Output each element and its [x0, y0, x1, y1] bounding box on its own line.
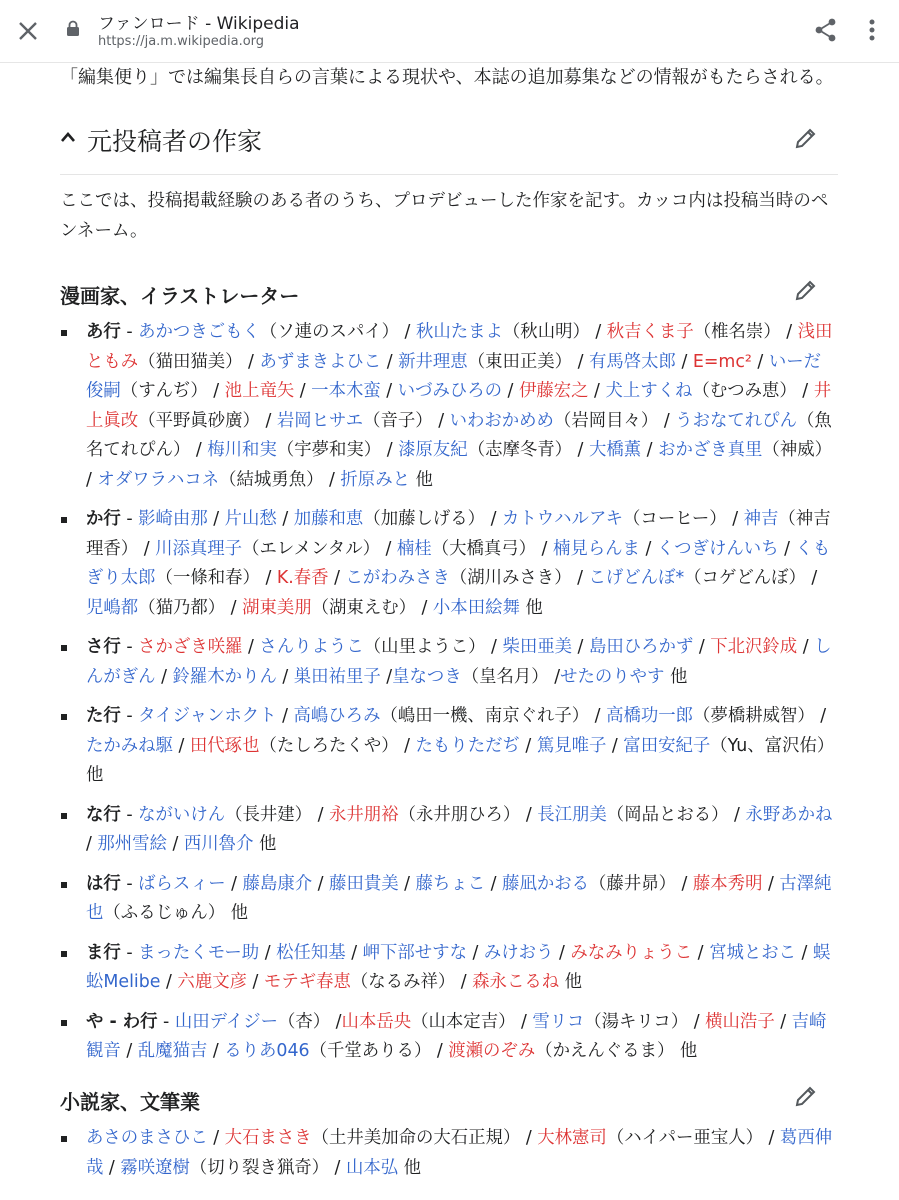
plain-text: / — [207, 1128, 225, 1148]
author-link[interactable]: 葛西伸哉 — [86, 1128, 833, 1178]
plain-text: / — [675, 351, 693, 372]
plain-text: / — [692, 942, 710, 963]
separator: - — [120, 873, 139, 894]
author-link[interactable]: 漆原友紀 — [398, 440, 468, 460]
redlink[interactable]: 田代琢也 — [189, 735, 260, 756]
plain-text: （エレメンタル） / — [242, 538, 397, 559]
plain-text: / — [588, 381, 606, 401]
author-link[interactable]: 高嶋ひろみ — [293, 706, 381, 726]
plain-text: （土井美加命の大石正規） / — [311, 1128, 538, 1148]
plain-text: （音子） / — [363, 410, 450, 431]
author-link[interactable]: 藤島康介 — [242, 873, 313, 894]
plain-text: / — [328, 568, 346, 588]
redlink[interactable]: 湖東美朋 — [242, 597, 312, 618]
redlink[interactable]: 永井朋裕 — [328, 804, 399, 825]
author-link[interactable]: 秋山たまよ — [415, 322, 503, 342]
plain-text: / — [380, 381, 398, 401]
plain-text: / — [796, 942, 813, 963]
plain-text: 他 — [253, 834, 277, 854]
redlink[interactable]: モテギ春恵 — [263, 972, 351, 992]
author-link[interactable]: 山本弘 — [345, 1157, 399, 1178]
close-icon[interactable] — [14, 17, 42, 45]
browser-toolbar — [0, 0, 899, 63]
author-link[interactable]: しんがぎん — [86, 637, 832, 687]
author-link[interactable]: まったくモー助 — [138, 942, 260, 963]
list-item — [60, 702, 838, 791]
plain-text: （神威） / — [86, 440, 832, 490]
page-url[interactable]: https://ja.m.wikipedia.org — [98, 34, 265, 49]
author-link[interactable]: こがわみさき — [345, 568, 450, 588]
author-link[interactable]: 古澤純也 — [86, 873, 832, 923]
list-item — [60, 1124, 838, 1183]
plain-text: / — [207, 509, 225, 529]
author-link[interactable]: 犬上すくね — [605, 381, 693, 401]
author-link[interactable]: 山田デイジー — [174, 1011, 278, 1032]
group-label: な行 — [86, 804, 121, 825]
redlink[interactable]: 渡瀬のぞみ — [448, 1041, 536, 1061]
chevron-up-icon[interactable] — [60, 131, 76, 143]
page-title: ファンロード - Wikipedia — [98, 14, 300, 34]
author-link[interactable]: 梅川和実 — [207, 440, 277, 460]
plain-text: （椎名崇） / — [693, 322, 798, 342]
redlink[interactable]: 大石まさき — [224, 1128, 312, 1148]
plain-text: / — [276, 706, 294, 726]
list-item — [60, 870, 838, 929]
author-link[interactable]: 藤凪かおる — [502, 873, 590, 894]
plain-text: 他 — [409, 469, 433, 490]
plain-text: （コーヒー） / — [623, 509, 744, 529]
manga-artist-list — [60, 318, 838, 1077]
author-link[interactable]: 松任知基 — [276, 942, 346, 963]
redlink[interactable]: 池上竜矢 — [224, 381, 295, 401]
author-link[interactable]: いーだ俊嗣 — [86, 351, 822, 401]
plain-text: （藤井昴） / — [589, 873, 693, 894]
author-link[interactable]: 神吉 — [743, 509, 779, 529]
group-label: あ行 — [86, 322, 121, 342]
author-link[interactable]: こげどんぼ* — [588, 568, 685, 588]
plain-text: （ソ連のスパイ） / — [259, 322, 416, 342]
author-link[interactable]: 高橋功一郎 — [606, 706, 694, 726]
plain-text: （たしろたくや） / — [259, 735, 416, 756]
plain-text: / — [797, 637, 815, 657]
plain-text: （かえんぐるま） 他 — [535, 1041, 698, 1061]
author-link[interactable]: 那州雪絵 — [97, 834, 167, 854]
plain-text: / — [259, 942, 277, 963]
author-link[interactable]: いわおかめめ — [449, 410, 554, 431]
redlink[interactable]: 山本岳央 — [341, 1011, 412, 1032]
redlink[interactable]: E=mc² — [692, 351, 752, 372]
author-link[interactable]: 藤ちょこ — [415, 873, 486, 894]
author-link[interactable]: 片山愁 — [224, 509, 277, 529]
plain-text: / — [751, 351, 769, 372]
plain-text: / — [160, 972, 178, 992]
author-link[interactable]: 岬下部せすな — [362, 942, 467, 963]
author-link[interactable]: 島田ひろかず — [588, 637, 694, 657]
plain-text: （一條和春） / — [155, 568, 277, 588]
plain-text: （嶋田一機、南京ぐれ子） / — [380, 706, 607, 726]
plain-text: （永井朋ひろ） / — [398, 804, 538, 825]
plain-text: （すんぢ） / — [120, 381, 225, 401]
author-link[interactable]: 一本木蛮 — [311, 381, 381, 401]
author-link[interactable]: みけおう — [483, 942, 554, 963]
plain-text: / — [639, 538, 657, 559]
author-link[interactable]: くもぎり太郎 — [86, 538, 831, 588]
plain-text: / — [606, 735, 624, 756]
plain-text: （岡品とおる） / — [606, 804, 746, 825]
redlink[interactable]: 浅田ともみ — [86, 322, 833, 372]
plain-text: （コゲどんぼ） / — [684, 568, 818, 588]
plain-text: / — [294, 381, 312, 401]
novelist-list — [60, 1124, 838, 1193]
separator: - — [120, 942, 139, 963]
plain-text: （なるみ祥） / — [350, 972, 473, 992]
group-label: か行 — [86, 509, 121, 529]
plain-text: / — [693, 637, 711, 657]
plain-text: （千堂ありる） / — [309, 1041, 449, 1061]
author-link[interactable]: 柴田亜美 — [502, 637, 573, 657]
author-link[interactable]: うおなてれぴん — [675, 410, 797, 431]
plain-text: （湖東えむ） / — [311, 597, 433, 618]
author-link[interactable]: いづみひろの — [397, 381, 503, 401]
section-divider — [60, 174, 838, 175]
author-link[interactable]: タイジャンホクト — [138, 706, 277, 726]
plain-text: / — [778, 538, 796, 559]
redlink[interactable]: 井上眞改 — [86, 381, 832, 431]
edit-pencil-icon[interactable] — [794, 1084, 818, 1108]
redlink[interactable]: 藤本秀明 — [692, 873, 763, 894]
plain-text: / — [485, 873, 503, 894]
plain-text: （山本定吉） / — [411, 1011, 533, 1032]
group-label: さ行 — [86, 637, 121, 657]
plain-text: （神吉理香） / — [86, 509, 831, 559]
group-label: た行 — [86, 706, 121, 726]
author-link[interactable]: 巣田祐里子 — [293, 666, 381, 687]
author-link[interactable]: 鈴羅木かりん — [172, 666, 277, 687]
share-icon[interactable] — [812, 16, 840, 44]
plain-text: / — [242, 637, 260, 657]
group-label: は行 — [86, 873, 121, 894]
section-lead: ここでは、投稿掲載経験のある者のうち、プロデビューした作家を記す。カッコ内は投稿当時のペンネーム。 — [60, 191, 829, 241]
author-link[interactable]: 大橋薫 — [588, 440, 642, 460]
author-link[interactable]: 楠見らんま — [552, 538, 640, 559]
author-link[interactable]: 雪リコ — [532, 1011, 585, 1032]
plain-text: / — [553, 942, 571, 963]
group-label: や - わ行 — [86, 1011, 158, 1032]
redlink[interactable]: 六鹿文彦 — [177, 972, 247, 992]
plain-text: / — [502, 381, 519, 401]
plain-text: （猫乃都） / — [138, 597, 243, 618]
plain-text: / — [641, 440, 659, 460]
plain-text: / — [345, 942, 363, 963]
author-link[interactable]: 乱魔猫吉 — [137, 1041, 208, 1061]
plain-text: 他 — [559, 972, 583, 992]
author-link[interactable]: 富田安紀子 — [623, 735, 711, 756]
author-link[interactable]: 篤見唯子 — [536, 735, 607, 756]
author-link[interactable]: 蜈蚣Melibe — [86, 942, 831, 992]
plain-text: （岩岡目々） / — [553, 410, 676, 431]
author-link[interactable]: 岩岡ヒサエ — [276, 410, 364, 431]
plain-text: （夢橋耕威智） / — [693, 706, 827, 726]
author-link[interactable]: 長江朋美 — [537, 804, 607, 825]
plain-text: / — [572, 637, 589, 657]
intro-paragraph: 「編集便り」では編集長自らの言葉による現状や、本誌の追加募集などの情報がもたらされる。 — [60, 67, 834, 88]
redlink[interactable]: 横山浩子 — [705, 1011, 775, 1032]
redlink[interactable]: 秋吉くま子 — [606, 322, 694, 342]
redlink[interactable]: みなみりょうこ — [570, 942, 693, 963]
plain-text: / — [380, 666, 393, 687]
separator: - — [120, 322, 139, 342]
plain-text: / — [103, 1157, 121, 1178]
plain-text: 他 — [398, 1157, 422, 1178]
redlink[interactable]: 伊藤宏之 — [518, 381, 589, 401]
plain-text: （秋山明） / — [502, 322, 607, 342]
author-link[interactable]: くつぎけんいち — [656, 538, 779, 559]
author-link[interactable]: あかつきごもく — [138, 322, 260, 342]
plain-text: / — [155, 666, 173, 687]
plain-text: （猫田猫美） / — [138, 351, 260, 372]
redlink[interactable]: K.春香 — [276, 568, 329, 588]
plain-text: （切り裂き猟奇） / — [189, 1157, 346, 1178]
author-link[interactable]: あさのまさひこ — [86, 1128, 208, 1148]
plain-text: （平野眞砂廣） / — [138, 410, 277, 431]
plain-text: 他 — [664, 666, 688, 687]
plain-text: （東田正美） / — [467, 351, 589, 372]
redlink[interactable]: さかざき咲羅 — [138, 637, 243, 657]
plain-text: / — [398, 873, 416, 894]
author-link[interactable]: 吉崎観音 — [86, 1011, 827, 1061]
separator: - — [120, 706, 139, 726]
plain-text: / — [86, 834, 98, 854]
author-link[interactable]: さんりようこ — [259, 637, 364, 657]
plain-text: （志摩冬青） / — [467, 440, 589, 460]
author-link[interactable]: たもりただぢ — [415, 735, 520, 756]
list-item — [60, 939, 838, 998]
list-item — [60, 318, 838, 495]
more-menu-icon[interactable] — [862, 16, 882, 44]
author-link[interactable]: 皇なつき — [392, 666, 462, 687]
plain-text: / — [466, 942, 484, 963]
plain-text: / — [166, 834, 184, 854]
author-link[interactable]: 藤田貴美 — [329, 873, 399, 894]
author-link[interactable]: あずまきよひこ — [259, 351, 382, 372]
author-link[interactable]: 折原みと — [340, 469, 410, 490]
plain-text: / — [225, 873, 243, 894]
plain-text: / — [207, 1041, 225, 1061]
plain-text: （杏） / — [277, 1011, 342, 1032]
redlink[interactable]: 森永こるね — [472, 972, 560, 992]
author-link[interactable]: オダワラハコネ — [97, 469, 220, 490]
author-link[interactable]: 小本田絵舞 — [432, 597, 520, 618]
plain-text: （湖川みさき） / — [449, 568, 589, 588]
author-link[interactable]: カトウハルアキ — [501, 509, 624, 529]
author-link[interactable]: おかざき真里 — [658, 440, 763, 460]
plain-text: （山里ようこ） / — [363, 637, 503, 657]
plain-text: 他 — [519, 597, 543, 618]
author-link[interactable]: せたのりやす — [560, 666, 665, 687]
redlink[interactable]: 大林憲司 — [537, 1128, 607, 1148]
plain-text: / — [172, 735, 190, 756]
subheading-novel: 小説家、文筆業 — [60, 1090, 200, 1114]
plain-text: （ハイパー亜宝人） / — [606, 1128, 780, 1148]
plain-text: （湯キリコ） / — [584, 1011, 706, 1032]
author-link[interactable]: 霧咲遼樹 — [120, 1157, 190, 1178]
plain-text: / — [120, 1041, 138, 1061]
author-link[interactable]: 児嶋都 — [86, 597, 139, 618]
list-item — [60, 633, 838, 692]
plain-text: （皇名月） / — [461, 666, 561, 687]
lock-icon — [66, 20, 80, 36]
section-heading[interactable]: 元投稿者の作家 — [87, 127, 263, 156]
author-link[interactable]: ばらスィー — [138, 873, 226, 894]
plain-text: （大橋真弓） / — [431, 538, 553, 559]
redlink[interactable]: 下北沢鈴成 — [710, 637, 798, 657]
separator: - — [157, 1011, 175, 1032]
author-link[interactable]: ながいけん — [138, 804, 226, 825]
plain-text: / — [276, 666, 294, 687]
author-link[interactable]: 加藤和恵 — [293, 509, 364, 529]
plain-text: / — [762, 873, 780, 894]
author-link[interactable]: 西川魯介 — [183, 834, 254, 854]
plain-text: / — [276, 509, 294, 529]
author-link[interactable]: 川添真理子 — [155, 538, 243, 559]
plain-text: （宇夢和実） / — [276, 440, 399, 460]
author-link[interactable]: 影崎由那 — [138, 509, 208, 529]
author-link[interactable]: 永野あかね — [745, 804, 833, 825]
author-link[interactable]: るりあ046 — [224, 1041, 310, 1061]
author-link[interactable]: たかみね駆 — [86, 735, 173, 756]
plain-text: （加藤しげる） / — [363, 509, 502, 529]
plain-text: （むつみ恵） / — [692, 381, 814, 401]
author-link[interactable]: 楠桂 — [396, 538, 432, 559]
plain-text: （結城勇魚） / — [219, 469, 341, 490]
author-link[interactable]: 有馬啓太郎 — [588, 351, 676, 372]
list-item — [60, 1008, 838, 1067]
plain-text: （魚名てれぴん） / — [86, 410, 832, 460]
group-label: ま行 — [86, 942, 121, 963]
plain-text: （Yu、富沢佑） 他 — [86, 735, 835, 785]
plain-text: （長井建） / — [225, 804, 329, 825]
plain-text: / — [519, 735, 537, 756]
separator: - — [120, 637, 139, 657]
subheading-manga: 漫画家、イラストレーター — [60, 284, 300, 308]
plain-text: / — [247, 972, 264, 992]
edit-pencil-icon[interactable] — [794, 126, 818, 150]
author-link[interactable]: 宮城とおこ — [709, 942, 797, 963]
plain-text: （ふるじゅん） 他 — [103, 903, 249, 923]
plain-text: / — [774, 1011, 792, 1032]
edit-pencil-icon[interactable] — [794, 278, 818, 302]
separator: - — [120, 509, 139, 529]
author-link[interactable]: 新井理恵 — [398, 351, 468, 372]
plain-text: / — [312, 873, 330, 894]
separator: - — [120, 804, 139, 825]
plain-text: / — [381, 351, 399, 372]
list-item — [60, 801, 838, 860]
list-item — [60, 505, 838, 623]
